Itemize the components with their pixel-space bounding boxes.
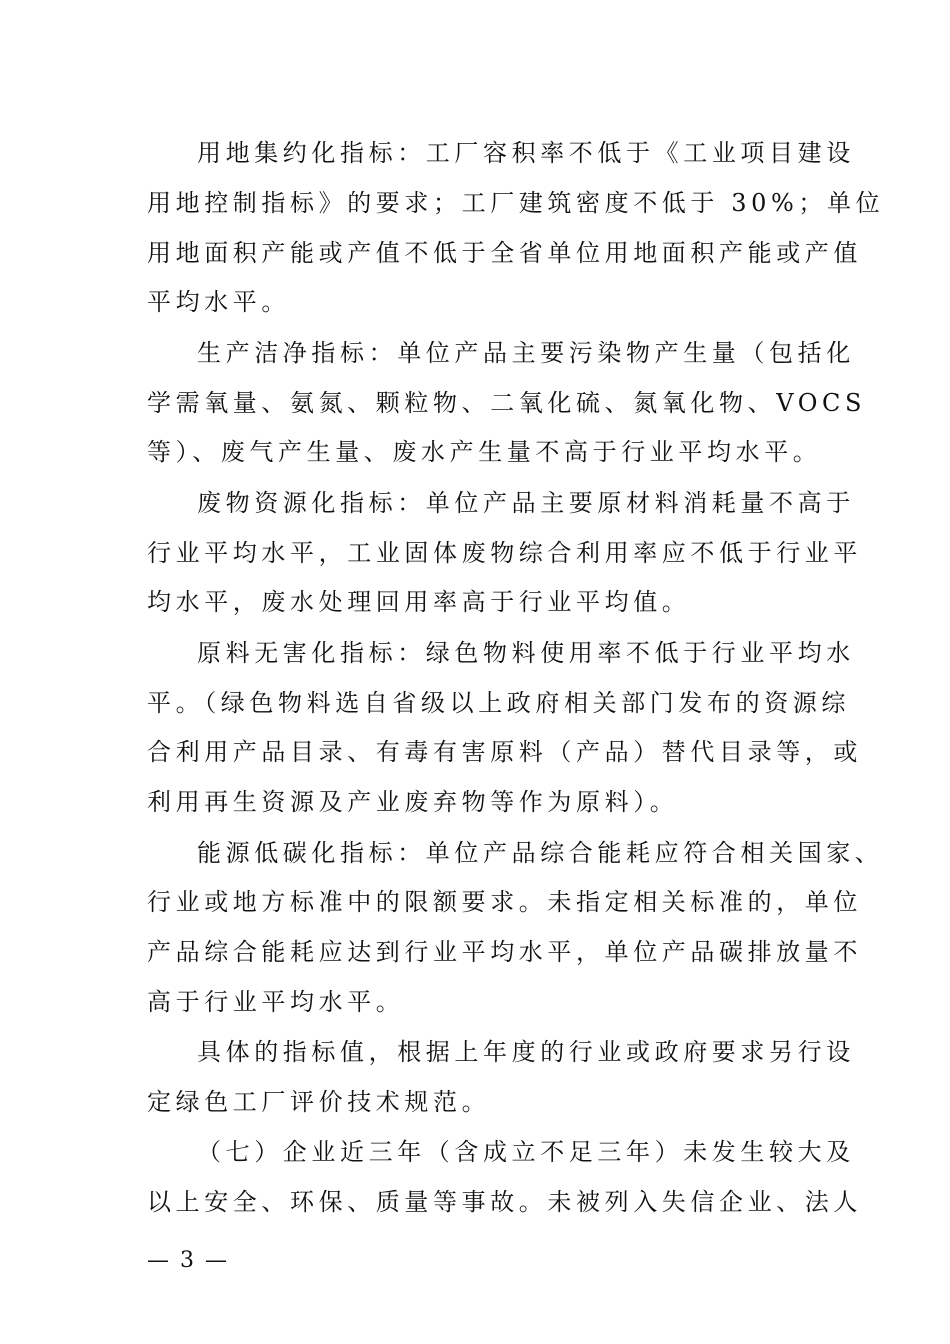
paragraph-item-seven-line-2: 以上安全、环保、质量等事故。未被列入失信企业、法人 [147,1188,862,1216]
paragraph-land-line-4: 平均水平。 [147,288,290,316]
paragraph-waste-line-3: 均水平，废水处理回用率高于行业平均值。 [147,588,691,616]
paragraph-specific-line-2: 定绿色工厂评价技术规范。 [147,1088,491,1116]
paragraph-item-seven-line-1: （七）企业近三年（含成立不足三年）未发生较大及 [197,1138,855,1166]
paragraph-raw-line-4: 利用再生资源及产业废弃物等作为原料）。 [147,788,679,816]
paragraph-clean-line-2: 学需氧量、氨氮、颗粒物、二氧化硫、氮氧化物、VOCS [147,389,866,417]
paragraph-energy-line-4: 高于行业平均水平。 [147,988,405,1016]
page-number: — 3 — [147,1248,229,1273]
paragraph-raw-line-2: 平。（绿色物料选自省级以上政府相关部门发布的资源综 [147,689,850,717]
paragraph-specific-line-1: 具体的指标值，根据上年度的行业或政府要求另行设 [197,1038,855,1066]
paragraph-clean-line-3: 等）、废气产生量、废水产生量不高于行业平均水平。 [147,438,822,466]
paragraph-energy-line-3: 产品综合能耗应达到行业平均水平，单位产品碳排放量不 [147,938,862,966]
paragraph-energy-line-2: 行业或地方标准中的限额要求。未指定相关标准的，单位 [147,888,862,916]
paragraph-energy-line-1: 能源低碳化指标：单位产品综合能耗应符合相关国家、 [197,839,884,867]
paragraph-waste-line-1: 废物资源化指标：单位产品主要原材料消耗量不高于 [197,489,855,517]
paragraph-waste-line-2: 行业平均水平，工业固体废物综合利用率应不低于行业平 [147,539,862,567]
paragraph-clean-line-1: 生产洁净指标：单位产品主要污染物产生量（包括化 [197,339,855,367]
paragraph-land-line-2: 用地控制指标》的要求；工厂建筑密度不低于 30%；单位 [147,189,885,217]
paragraph-land-line-3: 用地面积产能或产值不低于全省单位用地面积产能或产值 [147,239,862,267]
paragraph-land-line-1: 用地集约化指标：工厂容积率不低于《工业项目建设 [197,139,855,167]
paragraph-raw-line-1: 原料无害化指标：绿色物料使用率不低于行业平均水 [197,639,855,667]
paragraph-raw-line-3: 合利用产品目录、有毒有害原料（产品）替代目录等，或 [147,738,862,766]
